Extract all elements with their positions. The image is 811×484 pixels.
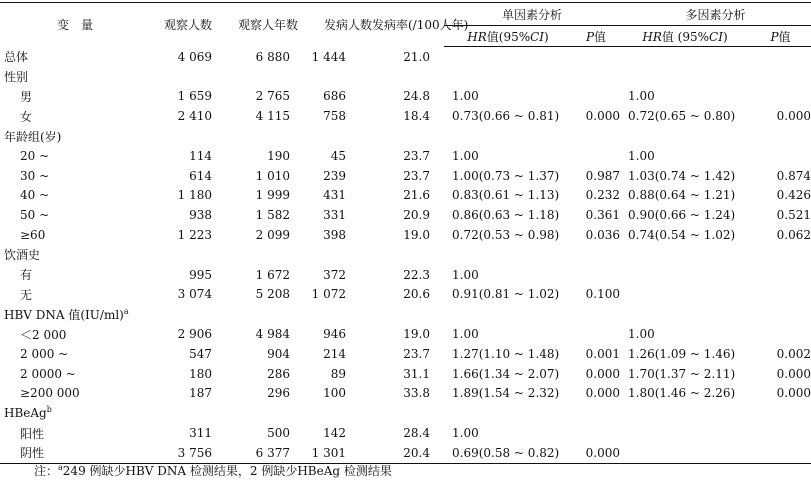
header-incidence: 发病率(/100人年): [372, 18, 469, 33]
cell-uni-hr: [444, 67, 572, 87]
cell-subjects: 3 756: [177, 445, 212, 460]
cell-multi-p: 0.874: [776, 168, 811, 183]
cell-uni-p: 0.001: [585, 346, 620, 361]
cell-cases: 1 444: [311, 49, 346, 64]
row-label: HBV DNA 值(IU/ml): [4, 307, 124, 322]
cell-multi-hr: [620, 423, 750, 443]
cell-uni-p: 0.000: [585, 445, 620, 460]
cell-subjects: 938: [189, 208, 212, 223]
header-variable: 变 量: [56, 18, 93, 33]
table-group-row: [0, 403, 811, 423]
table-row: [0, 146, 811, 166]
cell-subjects: [150, 245, 212, 265]
cell-multi-hr: 1.00: [628, 148, 655, 163]
header-multi-p: P值: [750, 26, 811, 47]
row-label: ≥200 000: [20, 386, 80, 401]
cell-person-years: 1 010: [255, 168, 290, 183]
cell-multi-p: [750, 443, 811, 463]
cell-multi-p: [750, 126, 811, 146]
cell-multi-p: 0.000: [776, 386, 811, 401]
cell-subjects: 995: [189, 267, 212, 282]
cell-cases: 1 301: [311, 445, 346, 460]
cell-cases: 686: [323, 89, 346, 104]
cell-incidence: 31.1: [403, 366, 430, 381]
cell-multi-p: [750, 304, 811, 324]
table-row: [0, 443, 811, 463]
header-cases: 发病人数: [323, 18, 372, 33]
cell-multi-p: [750, 403, 811, 423]
cell-subjects: [150, 403, 212, 423]
row-label: 50 ~: [20, 208, 50, 223]
cell-cases: 946: [323, 327, 346, 342]
cell-uni-hr: [444, 403, 572, 423]
cell-variable: [0, 67, 150, 87]
cell-variable: [0, 324, 150, 344]
cell-multi-hr: [620, 285, 750, 305]
cell-subjects: 2 906: [177, 327, 212, 342]
table-row: [0, 186, 811, 206]
cell-uni-p: [572, 87, 620, 107]
table-group-row: [0, 67, 811, 87]
cell-person-years: 1 672: [255, 267, 290, 282]
cell-cases: 89: [330, 366, 346, 381]
cell-person-years: 4 115: [255, 109, 290, 124]
cell-subjects: 114: [189, 148, 212, 163]
cell-uni-p: [572, 126, 620, 146]
cell-subjects: 311: [189, 426, 212, 441]
cell-uni-hr: 0.69(0.58 ~ 0.82): [452, 445, 560, 460]
row-label: 年龄组(岁): [4, 129, 62, 144]
cell-incidence: 28.4: [403, 426, 430, 441]
cell-uni-p: [572, 403, 620, 423]
cell-cases: 431: [323, 188, 346, 203]
table-group-row: [0, 304, 811, 324]
cell-person-years: 1 582: [255, 208, 290, 223]
cell-variable: [0, 186, 150, 206]
cell-multi-p: [750, 423, 811, 443]
cell-person-years: 5 208: [255, 287, 290, 302]
cell-incidence: 20.4: [403, 445, 430, 460]
cell-multi-hr: 1.80(1.46 ~ 2.26): [628, 386, 736, 401]
header-uni-p: P值: [572, 26, 620, 47]
cell-uni-hr: 1.89(1.54 ~ 2.32): [452, 386, 560, 401]
cell-multi-hr: [620, 67, 750, 87]
cell-multi-p: [750, 87, 811, 107]
cell-uni-p: 0.000: [585, 109, 620, 124]
row-label: 阴性: [20, 446, 45, 461]
header-univariate: 单因素分析: [444, 3, 620, 26]
cell-person-years: 500: [267, 426, 290, 441]
cell-uni-hr: 1.66(1.34 ~ 2.07): [452, 366, 560, 381]
cell-subjects: 3 074: [177, 287, 212, 302]
cell-cases: 758: [323, 109, 346, 124]
cell-person-years: 190: [267, 148, 290, 163]
cell-variable: [0, 403, 150, 423]
cell-multi-hr: 1.70(1.37 ~ 2.11): [628, 366, 736, 381]
cell-cases: 1 072: [311, 287, 346, 302]
footnote-marker: b: [46, 405, 52, 415]
cell-incidence: [372, 67, 444, 87]
row-label: 20 ~: [20, 148, 50, 163]
cell-cases: [298, 126, 372, 146]
table-group-row: [0, 245, 811, 265]
cell-variable: [0, 205, 150, 225]
cell-uni-p: [572, 245, 620, 265]
cell-subjects: 614: [189, 168, 212, 183]
cell-uni-p: [572, 47, 620, 67]
cell-multi-p: 0.062: [776, 228, 811, 243]
cell-uni-p: 0.000: [585, 366, 620, 381]
row-label: 有: [20, 268, 33, 283]
cell-multi-p: [750, 324, 811, 344]
cell-uni-p: 0.361: [585, 208, 620, 223]
row-label: 阳性: [20, 426, 45, 441]
row-label: 2 0000 ~: [20, 366, 76, 381]
cell-multi-p: 0.000: [776, 366, 811, 381]
cell-uni-hr: 0.83(0.61 ~ 1.13): [452, 188, 560, 203]
cell-uni-hr: [444, 245, 572, 265]
table-row: [0, 423, 811, 443]
cell-cases: 45: [330, 148, 346, 163]
cell-multi-hr: [620, 265, 750, 285]
cell-uni-hr: 0.72(0.53 ~ 0.98): [452, 228, 560, 243]
cell-uni-hr: 1.00: [452, 89, 479, 104]
cell-uni-p: [572, 265, 620, 285]
cell-cases: 331: [323, 208, 346, 223]
cell-person-years: 904: [267, 346, 290, 361]
cell-subjects: [150, 304, 212, 324]
cell-multi-hr: 0.90(0.66 ~ 1.24): [628, 208, 736, 223]
table-row: [0, 106, 811, 126]
row-label: 2 000 ~: [20, 346, 69, 361]
cell-multi-hr: 1.00: [628, 327, 655, 342]
cell-cases: [298, 67, 372, 87]
cell-variable: [0, 384, 150, 404]
header-person-years: 观察人年数: [237, 18, 298, 33]
cell-cases: [298, 403, 372, 423]
cell-person-years: 1 999: [255, 188, 290, 203]
cell-uni-p: [572, 146, 620, 166]
cell-multi-hr: 0.88(0.64 ~ 1.21): [628, 188, 736, 203]
cell-variable: [0, 344, 150, 364]
cell-multi-hr: [620, 245, 750, 265]
cell-uni-p: [572, 423, 620, 443]
cell-person-years: [212, 67, 298, 87]
cell-uni-hr: 1.00(0.73 ~ 1.37): [452, 168, 560, 183]
data-table: [0, 2, 811, 464]
cell-variable: [0, 166, 150, 186]
row-label: 饮酒史: [4, 248, 41, 263]
cell-uni-hr: [444, 47, 572, 67]
table-row: [0, 344, 811, 364]
cell-multi-hr: 1.03(0.74 ~ 1.42): [628, 168, 736, 183]
table-row: [0, 87, 811, 107]
cell-person-years: 2 765: [255, 89, 290, 104]
cell-person-years: [212, 126, 298, 146]
header-multi-hr: HR值 (95%CI): [620, 26, 750, 47]
cell-uni-hr: 0.91(0.81 ~ 1.02): [452, 287, 560, 302]
cell-uni-hr: 0.73(0.66 ~ 0.81): [452, 109, 560, 124]
cell-multi-p: 0.521: [776, 208, 811, 223]
cell-multi-p: [750, 265, 811, 285]
cell-variable: [0, 265, 150, 285]
footnote-marker: a: [123, 306, 129, 316]
table-footnote: 注：$^a$249 例缺少HBV DNA 检测结果，2 例缺少HBeAg 检测结果: [34, 463, 392, 478]
cell-cases: 372: [323, 267, 346, 282]
cell-uni-hr: 1.00: [452, 426, 479, 441]
cell-multi-hr: [620, 443, 750, 463]
cell-uni-p: 0.987: [585, 168, 620, 183]
cell-uni-hr: 1.27(1.10 ~ 1.48): [452, 346, 560, 361]
row-label: 总体: [4, 50, 29, 65]
cell-variable: [0, 225, 150, 245]
cell-subjects: 547: [189, 346, 212, 361]
cell-variable: [0, 364, 150, 384]
cell-variable: [0, 146, 150, 166]
cell-incidence: 22.3: [403, 267, 430, 282]
cell-incidence: 20.6: [403, 287, 430, 302]
cell-incidence: 19.0: [403, 228, 430, 243]
header-uni-hr: HR值(95%CI): [444, 26, 572, 47]
cell-subjects: [150, 67, 212, 87]
cell-cases: [298, 245, 372, 265]
cell-person-years: 4 984: [255, 327, 290, 342]
cell-person-years: 286: [267, 366, 290, 381]
table-row: [0, 166, 811, 186]
cell-variable: [0, 47, 150, 67]
cell-incidence: [372, 245, 444, 265]
row-label: 性别: [4, 70, 29, 85]
cell-uni-hr: [444, 304, 572, 324]
cell-multi-hr: [620, 47, 750, 67]
cell-incidence: 19.0: [403, 327, 430, 342]
table-row: [0, 324, 811, 344]
cell-multi-hr: [620, 403, 750, 423]
table-row: [0, 47, 811, 67]
row-label: ≥60: [20, 228, 46, 243]
table-row: [0, 285, 811, 305]
cell-person-years: [212, 403, 298, 423]
cell-multi-hr: 0.72(0.65 ~ 0.80): [628, 109, 736, 124]
cell-subjects: 1 659: [177, 89, 212, 104]
cell-incidence: 24.8: [403, 89, 430, 104]
cell-uni-hr: 1.00: [452, 148, 479, 163]
row-label: 40 ~: [20, 188, 50, 203]
cell-person-years: [212, 304, 298, 324]
cell-uni-hr: [444, 126, 572, 146]
row-label: HBeAg: [4, 406, 47, 421]
cell-variable: [0, 87, 150, 107]
cell-multi-p: 0.426: [776, 188, 811, 203]
cell-incidence: [372, 126, 444, 146]
cell-person-years: 6 880: [255, 49, 290, 64]
table-group-row: [0, 126, 811, 146]
cell-uni-p: 0.000: [585, 386, 620, 401]
cell-incidence: 33.8: [403, 386, 430, 401]
cell-multi-p: [750, 47, 811, 67]
cell-multi-p: 0.000: [776, 109, 811, 124]
table-row: [0, 384, 811, 404]
cell-incidence: 20.9: [403, 208, 430, 223]
cell-cases: 142: [323, 426, 346, 441]
cell-variable: [0, 423, 150, 443]
cell-subjects: 1 180: [177, 188, 212, 203]
cell-variable: [0, 285, 150, 305]
row-label: ＜2 000: [20, 327, 67, 342]
table-row: [0, 265, 811, 285]
row-label: 女: [20, 109, 33, 124]
cell-cases: 398: [323, 228, 346, 243]
table-row: [0, 364, 811, 384]
cell-uni-p: 0.232: [585, 188, 620, 203]
cell-cases: 239: [323, 168, 346, 183]
cell-subjects: 2 410: [177, 109, 212, 124]
cell-cases: [298, 304, 372, 324]
cell-person-years: 2 099: [255, 228, 290, 243]
cell-multi-p: [750, 245, 811, 265]
cell-uni-hr: 0.86(0.63 ~ 1.18): [452, 208, 560, 223]
cell-cases: 214: [323, 346, 346, 361]
cell-multi-p: 0.002: [776, 346, 811, 361]
cell-incidence: [372, 403, 444, 423]
cell-multi-p: [750, 285, 811, 305]
cell-uni-p: 0.100: [585, 287, 620, 302]
cell-variable: [0, 245, 150, 265]
cell-subjects: [150, 126, 212, 146]
table-body: [0, 47, 811, 464]
cell-subjects: 187: [189, 386, 212, 401]
cell-variable: [0, 126, 150, 146]
cell-uni-p: [572, 304, 620, 324]
cell-incidence: 23.7: [403, 148, 430, 163]
cell-uni-p: [572, 324, 620, 344]
cell-incidence: 21.0: [403, 49, 430, 64]
cell-subjects: 4 069: [177, 49, 212, 64]
cell-subjects: 180: [189, 366, 212, 381]
cell-incidence: 18.4: [403, 109, 430, 124]
row-label: 无: [20, 287, 33, 302]
cell-incidence: 23.7: [403, 168, 430, 183]
row-label: 30 ~: [20, 168, 50, 183]
cell-variable: [0, 106, 150, 126]
cell-person-years: [212, 245, 298, 265]
cell-person-years: 6 377: [255, 445, 290, 460]
cell-multi-hr: 0.74(0.54 ~ 1.02): [628, 228, 736, 243]
cell-multi-hr: [620, 126, 750, 146]
table-row: [0, 225, 811, 245]
cell-multi-hr: 1.00: [628, 89, 655, 104]
cell-variable: [0, 443, 150, 463]
cell-uni-hr: 1.00: [452, 267, 479, 282]
cell-uni-hr: 1.00: [452, 327, 479, 342]
cell-multi-hr: 1.26(1.09 ~ 1.46): [628, 346, 736, 361]
cell-variable: [0, 304, 150, 324]
table-row: [0, 205, 811, 225]
cell-subjects: 1 223: [177, 228, 212, 243]
cell-incidence: [372, 304, 444, 324]
cell-incidence: 23.7: [403, 346, 430, 361]
cell-uni-p: [572, 67, 620, 87]
cell-multi-hr: [620, 304, 750, 324]
cell-cases: 100: [323, 386, 346, 401]
row-label: 男: [20, 89, 33, 104]
header-multivariate: 多因素分析: [620, 3, 811, 26]
cell-incidence: 21.6: [403, 188, 430, 203]
cell-multi-p: [750, 146, 811, 166]
cell-uni-p: 0.036: [585, 228, 620, 243]
header-subjects: 观察人数: [163, 18, 212, 33]
cell-multi-p: [750, 67, 811, 87]
cell-person-years: 296: [267, 386, 290, 401]
